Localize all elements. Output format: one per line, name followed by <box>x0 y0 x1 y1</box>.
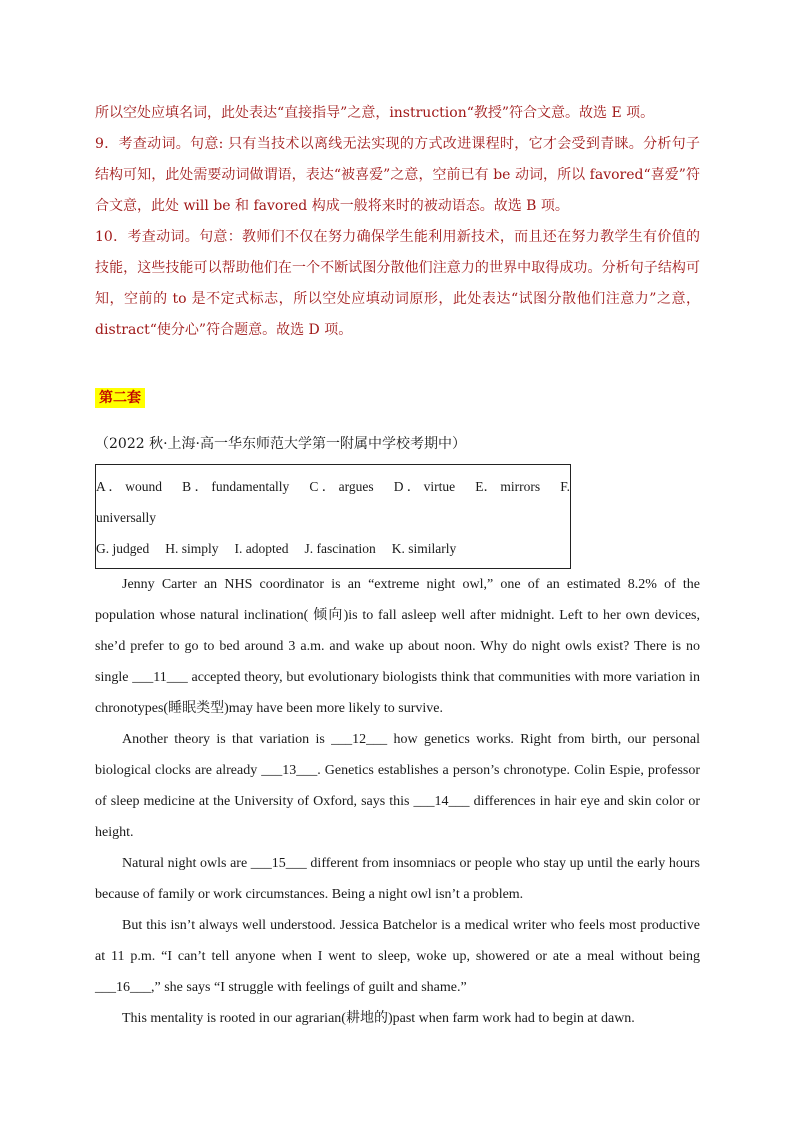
passage-paragraph-5: This mentality is rooted in our agrarian(耕地的)past when farm work had to begin at dawn. <box>122 1011 635 1026</box>
exam-source: （2022 秋·上海·高一华东师范大学第一附属中学校考期中） <box>95 436 466 452</box>
passage-paragraph-4: But this isn’t always well understood. Jessica Batchelor is a medical writer who feels most productive at 11 p.m. “I can’t tell anyone when I went to sleep, woke up, showered or ate a meal without being ___16___,” she says “I struggle with feelings of guilt and shame.” <box>95 918 700 995</box>
word-bank-box <box>95 464 571 569</box>
word-bank-row <box>96 471 570 502</box>
passage-paragraph-3: Natural night owls are ___15___ different from insomniacs or people who stay up until the early hours because of family or work circumstances. Being a night owl isn’t a problem. <box>95 856 700 902</box>
option-f: universally <box>96 510 156 525</box>
passage-paragraph-2: Another theory is that variation is ___12___ how genetics works. Right from birth, our personal biological clocks are already ___13___. Genetics establishes a person’s chronotype. Colin Espie, professor of sleep medicine at the University of Oxford, says this ___14___ differences in hair eye and skin color or height. <box>95 732 700 840</box>
passage-paragraph-1: Jenny Carter an NHS coordinator is an “extreme night owl,” one of an estimated 8.2% of the population whose natural inclination( 倾向)is to fall asleep well after midnight. Left to her own devices, she’d prefer to go to bed around 3 a.m. and wake up about noon. Why do night owls exist? There is no single ___11___ accepted theory, but evolutionary biologists think that communities with more variation in chronotypes(睡眠类型)may have been more likely to survive. <box>95 577 700 716</box>
word-bank-row <box>96 533 570 564</box>
option-d: D ． virtue <box>393 479 456 494</box>
answer-continuation: 所以空处应填名词，此处表达“直接指导”之意，instruction“教授”符合文意。故选 E 项。 <box>95 105 655 121</box>
option-j: J. fascination <box>304 541 376 556</box>
answer-9: 9．考查动词。句意: 只有当技术以离线无法实现的方式改进课程时，它才会受到青睐。分析句子结构可知，此处需要动词做谓语，表达“被喜爱”之意，空前已有 be 动词，所以 favored“喜爱”符合文意，此处 will be 和 favored 构成一般将来时的被动语态。故选 B 项。 <box>95 136 700 214</box>
document-page <box>95 98 700 1034</box>
option-c: C ． argues <box>309 479 374 494</box>
option-i: I. adopted <box>234 541 289 556</box>
answer-explanations <box>95 98 700 346</box>
option-f-label: F. <box>560 479 570 494</box>
answer-10: 10．考查动词。句意：教师们不仅在努力确保学生能利用新技术，而且还在努力教学生有价值的技能，这些技能可以帮助他们在一个不断试图分散他们注意力的世界中取得成功。分析句子结构可知，空前的 to 是不定式标志，所以空处应填动词原形，此处表达“试图分散他们注意力”之意，distract“使分心”符合题意。故选 D 项。 <box>95 229 700 338</box>
reading-passage <box>95 569 700 1034</box>
option-k: K. similarly <box>391 541 457 556</box>
option-h: H. simply <box>165 541 219 556</box>
option-e: E． mirrors <box>475 479 541 494</box>
word-bank-row <box>96 502 570 533</box>
option-g: G. judged <box>96 541 150 556</box>
option-b: B ． fundamentally <box>182 479 290 494</box>
section-title: 第二套 <box>95 388 145 408</box>
option-a: A ． wound <box>96 479 163 494</box>
